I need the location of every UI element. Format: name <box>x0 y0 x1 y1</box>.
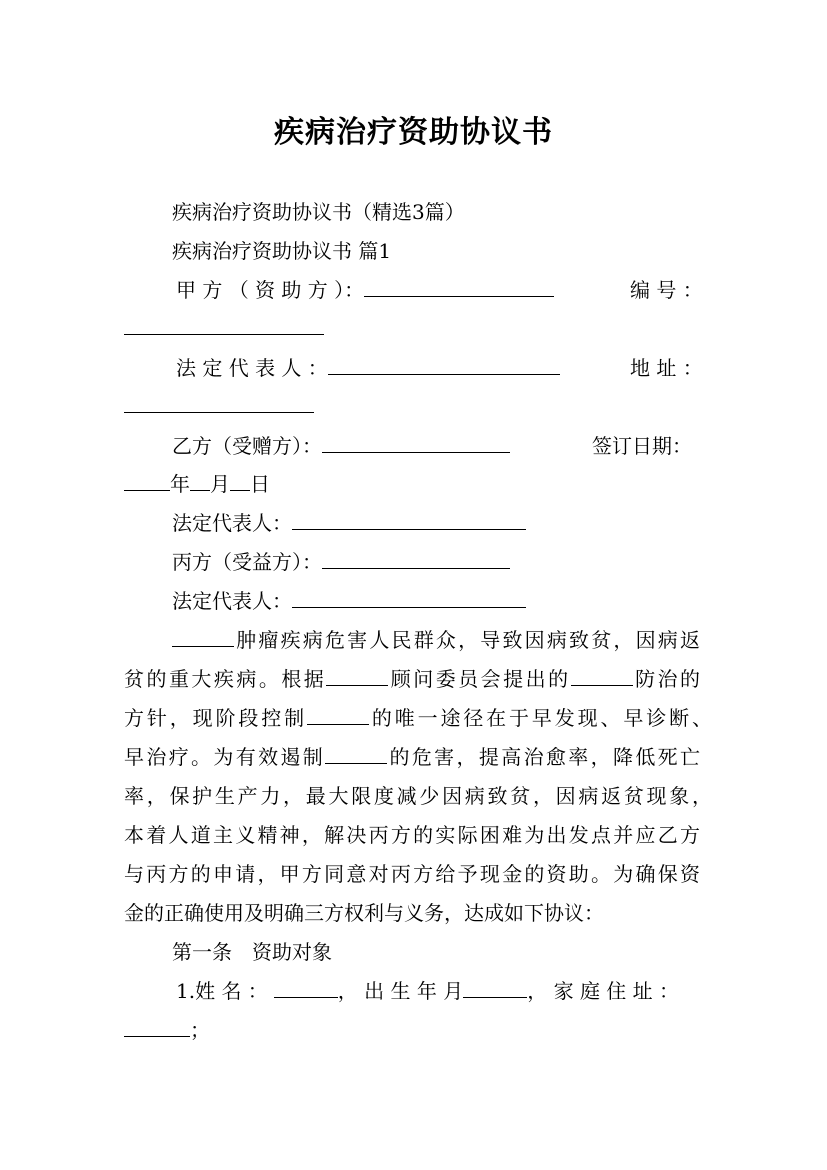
paragraph-line-8: 金的正确使用及明确三方权利与义务，达成如下协议： <box>124 901 604 925</box>
birth-label: ， 出 生 年 月 <box>337 979 464 1003</box>
paragraph-text: 早治疗。为有效遏制 <box>124 745 326 769</box>
year-blank <box>124 472 170 491</box>
legal-rep-1-blank <box>328 356 560 375</box>
disease-blank-1 <box>172 628 234 647</box>
paragraph-text: 方针，现阶段控制 <box>124 706 307 730</box>
item-1-continued <box>124 1018 210 1042</box>
date-row <box>124 472 270 496</box>
paragraph-line-1 <box>172 628 700 652</box>
number-blank <box>124 316 324 335</box>
party-a-blank <box>364 278 554 297</box>
paragraph-line-2 <box>124 667 700 691</box>
address-blank-row <box>124 394 314 418</box>
party-b-label: 乙方（受赠方）： <box>172 434 322 458</box>
month-blank <box>190 472 210 491</box>
day-label: 日 <box>250 472 270 496</box>
birth-blank <box>463 979 527 998</box>
paragraph-text: 的唯一途径在于早发现、早诊断、 <box>368 706 713 730</box>
address-label: 地 址 ： <box>630 356 703 380</box>
legal-rep-1-label: 法 定 代 表 人 ： <box>176 356 328 380</box>
legal-rep-2-row <box>172 511 526 535</box>
number-label: 编 号 ： <box>630 278 703 302</box>
party-b-blank <box>322 434 510 453</box>
disease-blank-3 <box>571 667 633 686</box>
disease-blank-4 <box>307 706 369 725</box>
legal-rep-3-blank <box>292 589 526 608</box>
home-address-blank <box>124 1018 190 1037</box>
party-c-label: 丙方（受益方）： <box>172 550 322 574</box>
legal-rep-3-row <box>172 589 526 613</box>
number-blank-row <box>124 316 324 340</box>
paragraph-text: 防治的 <box>632 667 701 691</box>
party-a-row <box>176 278 554 302</box>
paragraph-line-6: 本着人道主义精神，解决丙方的实际困难为出发点并应乙方 <box>124 823 700 847</box>
paragraph-line-7: 与丙方的申请，甲方同意对丙方给予现金的资助。为确保资 <box>124 862 700 886</box>
party-a-label: 甲 方 （ 资 助 方 ）： <box>176 278 365 302</box>
item-1-row <box>176 979 679 1003</box>
disease-blank-5 <box>325 745 387 764</box>
paragraph-line-3 <box>124 706 712 730</box>
party-c-blank <box>322 550 510 569</box>
semicolon: ； <box>190 1018 210 1042</box>
paragraph-line-4 <box>124 745 700 769</box>
paragraph-text: 顾问委员会提出的 <box>388 667 571 691</box>
home-address-label: ， 家 庭 住 址 ： <box>527 979 680 1003</box>
section-heading: 疾病治疗资助协议书 篇1 <box>172 239 392 263</box>
name-blank <box>274 979 338 998</box>
disease-blank-2 <box>326 667 388 686</box>
party-c-row <box>172 550 510 574</box>
month-label: 月 <box>210 472 230 496</box>
paragraph-text: 的危害，提高治愈率，降低死亡 <box>387 745 701 769</box>
name-label: 1.姓 名 ： <box>176 979 268 1003</box>
address-blank <box>124 394 314 413</box>
subtitle-line: 疾病治疗资助协议书（精选3篇） <box>172 200 465 224</box>
paragraph-text: 贫的重大疾病。根据 <box>124 667 327 691</box>
legal-rep-2-label: 法定代表人： <box>172 511 292 535</box>
day-blank <box>230 472 250 491</box>
document-title: 疾病治疗资助协议书 <box>274 115 553 150</box>
party-b-row <box>172 434 510 458</box>
sign-date-label: 签订日期： <box>592 434 692 458</box>
legal-rep-3-label: 法定代表人： <box>172 589 292 613</box>
paragraph-line-5: 率，保护生产力，最大限度减少因病致贫，因病返贫现象， <box>124 784 712 808</box>
article-1-heading: 第一条 资助对象 <box>172 940 332 964</box>
year-label: 年 <box>170 472 190 496</box>
legal-rep-1-row <box>176 356 560 380</box>
paragraph-text: 肿瘤疾病危害人民群众，导致因病致贫，因病返 <box>234 628 700 652</box>
legal-rep-2-blank <box>292 511 526 530</box>
